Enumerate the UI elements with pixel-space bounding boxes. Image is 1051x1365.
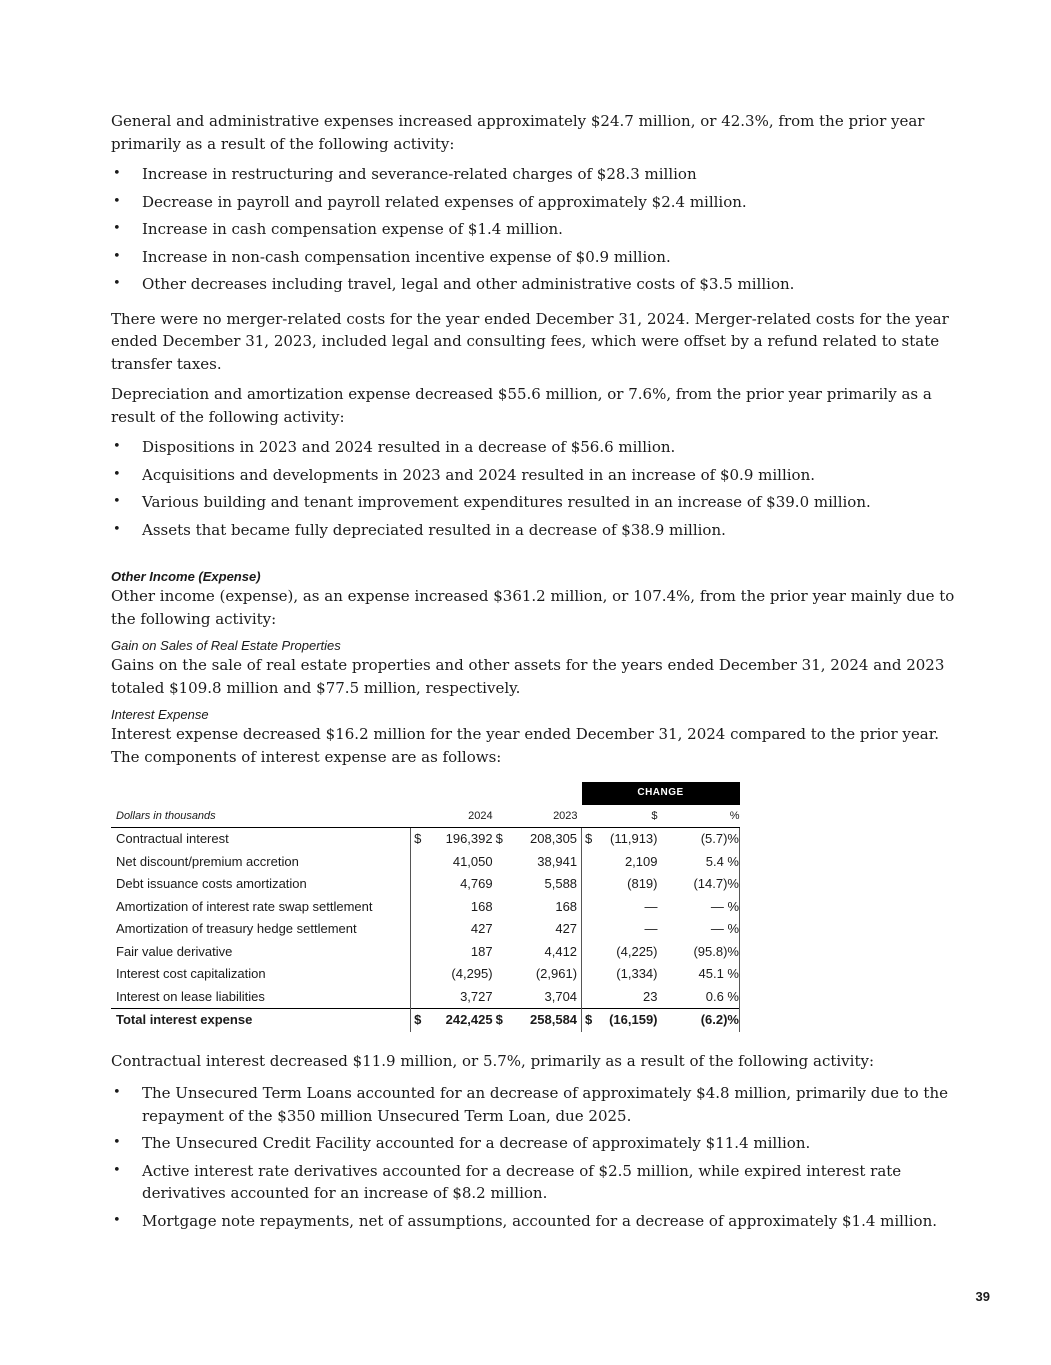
table-row: Amortization of interest rate swap settlement 168 168 — — % (111, 896, 740, 919)
list-item: • Increase in non-cash compensation incentive expense of $0.9 million. (111, 246, 961, 269)
table-row: Interest on lease liabilities 3,727 3,704 23 0.6 % (111, 986, 740, 1009)
page-number: 39 (975, 1289, 990, 1304)
bullet-icon: • (113, 1085, 121, 1100)
contractual-interest-bullets (111, 1082, 961, 1232)
table-header-row (111, 782, 740, 805)
depreciation-paragraph: Depreciation and amortization expense decreased $55.6 million, or 7.6%, from the prior year primarily as a result of the following activity: (111, 385, 932, 426)
merger-paragraph: There were no merger-related costs for the year ended December 31, 2024. Merger-related costs for the year ended December 31, 2023, included legal and consulting fees, which were offset by a refund related to state transfer taxes. (111, 309, 949, 373)
bullet-icon: • (113, 166, 121, 181)
column-header-2024: 2024 (423, 805, 493, 828)
list-item: • Increase in cash compensation expense of $1.4 million. (111, 218, 961, 241)
bullet-icon: • (113, 1162, 121, 1178)
bullet-icon: • (113, 494, 121, 509)
table-row: Interest cost capitalization (4,295) (2,961) (1,334) 45.1 % (111, 963, 740, 986)
ga-expenses-bullets (111, 163, 961, 296)
contractual-interest-paragraph: Contractual interest decreased $11.9 million, or 5.7%, primarily as a result of the following activity: (111, 1051, 875, 1070)
interest-expense-heading: Interest Expense (111, 707, 209, 722)
table-row: Contractual interest $ 196,392 $ 208,305 $ (11,913) (5.7)% (111, 828, 740, 851)
list-item: • Various building and tenant improvement expenditures resulted in an increase of $39.0 million. (111, 491, 961, 514)
column-header-dollar-change: $ (594, 805, 658, 828)
gain-on-sales-heading: Gain on Sales of Real Estate Properties (111, 638, 341, 653)
other-income-heading: Other Income (Expense) (111, 569, 261, 584)
interest-expense-table (111, 782, 740, 1032)
column-header-percent-change: % (658, 805, 740, 828)
list-item: • The Unsecured Credit Facility accounted for a decrease of approximately $11.4 million. (111, 1132, 961, 1155)
bullet-icon: • (113, 466, 121, 482)
bullet-icon: • (113, 1212, 121, 1228)
bullet-icon: • (113, 193, 121, 209)
interest-expense-table-wrapper (111, 782, 740, 1032)
column-header-2023: 2023 (505, 805, 582, 828)
interest-expense-paragraph: Interest expense decreased $16.2 million for the year ended December 31, 2024 compared to the prior year. The components of interest expense are as follows: (111, 725, 940, 766)
bullet-icon: • (113, 221, 121, 236)
table-row: Amortization of treasury hedge settlement 427 427 — — % (111, 918, 740, 941)
bullet-icon: • (113, 1135, 121, 1150)
list-item: • Dispositions in 2023 and 2024 resulted in a decrease of $56.6 million. (111, 436, 961, 459)
other-income-paragraph: Other income (expense), as an expense increased $361.2 million, or 107.4%, from the prior year mainly due to the following activity: (111, 587, 955, 628)
bullet-icon: • (113, 439, 121, 454)
table-total-row: Total interest expense $ 242,425 $ 258,584 $ (16,159) (6.2)% (111, 1009, 740, 1032)
list-item: • Assets that became fully depreciated resulted in a decrease of $38.9 million. (111, 519, 961, 542)
depreciation-bullets (111, 436, 961, 541)
change-header: CHANGE (582, 782, 740, 805)
table-row: Debt issuance costs amortization 4,769 5,588 (819) (14.7)% (111, 873, 740, 896)
list-item: • Other decreases including travel, legal and other administrative costs of $3.5 million. (111, 273, 961, 296)
list-item: • Mortgage note repayments, net of assumptions, accounted for a decrease of approximately $1.4 million. (111, 1210, 961, 1233)
table-header-row (111, 805, 740, 828)
list-item: • The Unsecured Term Loans accounted for an decrease of approximately $4.8 million, primarily due to the repayment of the $350 million Unsecured Term Loan, due 2025. (113, 1084, 949, 1125)
list-item: • Acquisitions and developments in 2023 and 2024 resulted in an increase of $0.9 million. (111, 464, 961, 487)
column-header-label: Dollars in thousands (111, 805, 411, 828)
list-item: • Active interest rate derivatives accounted for a decrease of $2.5 million, while expired interest rate derivatives accounted for an increase of $8.2 million. (113, 1161, 902, 1202)
ga-expenses-paragraph: General and administrative expenses increased approximately $24.7 million, or 42.3%, from the prior year primarily as a result of the following activity: (111, 112, 925, 153)
list-item: • Increase in restructuring and severance-related charges of $28.3 million (111, 163, 961, 186)
gain-on-sales-paragraph: Gains on the sale of real estate properties and other assets for the years ended December 31, 2024 and 2023 totaled $109.8 million and $77.5 million, respectively. (111, 656, 945, 697)
bullet-icon: • (113, 276, 121, 291)
bullet-icon: • (113, 521, 121, 537)
document-body (111, 110, 961, 1238)
list-item: • Decrease in payroll and payroll related expenses of approximately $2.4 million. (111, 191, 961, 214)
table-row: Net discount/premium accretion 41,050 38,941 2,109 5.4 % (111, 851, 740, 874)
bullet-icon: • (113, 248, 121, 264)
table-row: Fair value derivative 187 4,412 (4,225) (95.8)% (111, 941, 740, 964)
